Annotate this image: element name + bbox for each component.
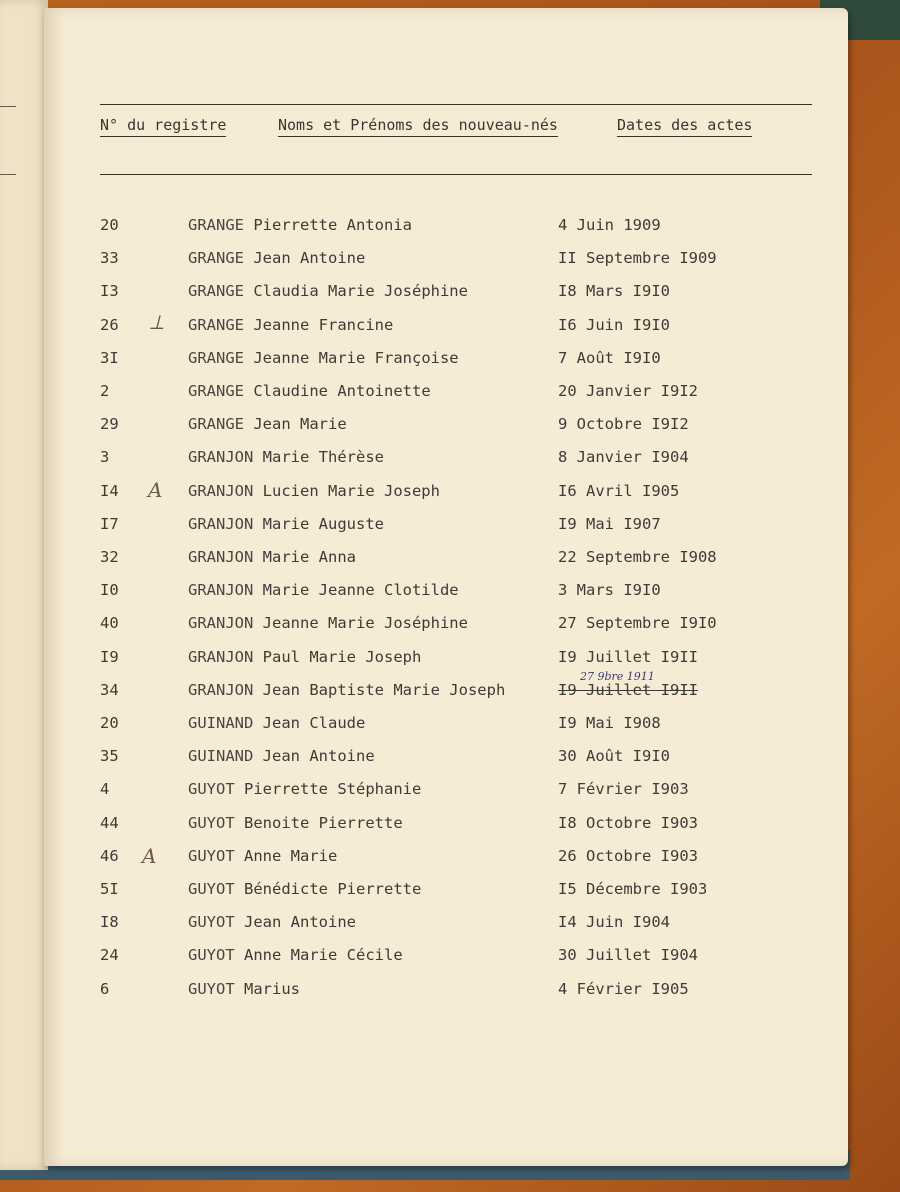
act-date: I8 Octobre I903 [558, 813, 698, 832]
newborn-name [188, 946, 403, 964]
act-date: II Septembre I909 [558, 249, 717, 268]
given-names: Jeanne Marie Françoise [253, 348, 459, 367]
surname: GRANJON [188, 680, 254, 699]
surname: GUYOT [188, 946, 235, 965]
newborn-name [188, 714, 365, 732]
register-number: 33 [100, 249, 119, 268]
margin-mark-a: A [148, 478, 163, 502]
newborn-name [188, 482, 440, 500]
act-date: 7 Février I903 [558, 780, 689, 799]
surname: GRANJON [188, 548, 254, 566]
surname: GRANGE [188, 216, 244, 234]
newborn-name [188, 614, 468, 632]
newborn-name [188, 980, 300, 998]
given-names: Anne Marie [244, 846, 338, 865]
register-number: 20 [100, 216, 119, 234]
newborn-name [188, 648, 421, 666]
given-names: Jean Marie [253, 415, 347, 434]
margin-mark: ⟂ [150, 310, 164, 334]
given-names: Marie Auguste [262, 514, 384, 533]
surname: GUYOT [188, 813, 235, 832]
newborn-name [188, 581, 459, 599]
surname: GRANGE [188, 315, 244, 334]
newborn-name [188, 847, 337, 865]
register-number: 46 [100, 846, 119, 865]
register-number: 2 [100, 382, 110, 400]
act-date: I9 Juillet I9II [558, 647, 698, 666]
newborn-name [188, 814, 403, 832]
register-number: 40 [100, 614, 119, 633]
newborn-name [188, 681, 505, 699]
act-date: 20 Janvier I9I2 [558, 382, 698, 400]
register-number: I4 [100, 481, 119, 500]
act-date: 26 Octobre I903 [558, 846, 698, 865]
given-names: Pierrette Stéphanie [244, 780, 422, 799]
act-date: I9 Mai I907 [558, 514, 661, 533]
register-number: 44 [100, 813, 119, 832]
register-number: 5I [100, 880, 119, 898]
surname: GUYOT [188, 913, 235, 932]
newborn-name [188, 913, 356, 931]
register-number: 32 [100, 548, 119, 566]
surname: GUYOT [188, 979, 235, 998]
surname: GUINAND [188, 714, 254, 732]
newborn-name [188, 349, 459, 367]
act-date: I6 Avril I905 [558, 481, 680, 500]
register-number: I9 [100, 647, 119, 666]
act-date: 4 Juin 1909 [558, 216, 661, 234]
newborn-name [188, 448, 384, 466]
given-names: Marie Anna [262, 548, 356, 566]
left-page-rule [0, 106, 16, 107]
given-names: Jeanne Francine [253, 315, 394, 334]
surname: GUYOT [188, 780, 235, 799]
register-number: I0 [100, 581, 119, 600]
given-names: Jean Antoine [253, 249, 366, 268]
surname: GRANJON [188, 514, 254, 533]
surname: GRANGE [188, 249, 244, 268]
given-names: Claudine Antoinette [253, 382, 431, 400]
register-number: 20 [100, 714, 119, 732]
newborn-name [188, 747, 375, 765]
surname: GRANJON [188, 581, 254, 600]
newborn-name [188, 548, 356, 566]
act-date: I4 Juin I904 [558, 913, 670, 932]
header-names: Noms et Prénoms des nouveau-nés [278, 116, 558, 137]
surname: GRANGE [188, 282, 244, 301]
register-number: 35 [100, 747, 119, 766]
given-names: Claudia Marie Joséphine [253, 282, 468, 301]
newborn-name [188, 316, 393, 334]
given-names: Jeanne Marie Joséphine [262, 614, 468, 633]
act-date: 27 Septembre I9I0 [558, 614, 717, 633]
given-names: Pierrette Antonia [253, 216, 412, 234]
given-names: Marius [244, 979, 301, 998]
act-date: 3 Mars I9I0 [558, 581, 661, 600]
surname: GUYOT [188, 880, 235, 898]
act-date: I8 Mars I9I0 [558, 282, 670, 301]
newborn-name [188, 880, 421, 898]
margin-mark-a: A [142, 844, 157, 868]
given-names: Jean Claude [262, 714, 366, 732]
act-date: 8 Janvier I904 [558, 448, 689, 467]
register-number: I7 [100, 514, 119, 533]
newborn-name [188, 415, 347, 433]
header-register-number: N° du registre [100, 116, 226, 137]
register-number: 3I [100, 348, 119, 367]
register-number: 26 [100, 315, 119, 334]
act-date: I5 Décembre I903 [558, 880, 708, 898]
newborn-name [188, 382, 431, 400]
given-names: Jean Antoine [262, 747, 375, 766]
newborn-name [188, 282, 468, 300]
left-page [0, 0, 48, 1170]
header-dates: Dates des actes [617, 116, 752, 137]
surname: GRANJON [188, 448, 254, 467]
register-number: 6 [100, 979, 110, 998]
given-names: Lucien Marie Joseph [262, 481, 440, 500]
register-number: 3 [100, 448, 110, 467]
surname: GRANGE [188, 348, 244, 367]
act-date: 30 Août I9I0 [558, 747, 670, 766]
surname: GRANJON [188, 614, 254, 633]
surname: GRANJON [188, 647, 254, 666]
act-date: I9 Juillet I9II [558, 680, 698, 699]
given-names: Bénédicte Pierrette [244, 880, 422, 898]
register-number: I8 [100, 913, 119, 932]
act-date: 9 Octobre I9I2 [558, 415, 689, 434]
surname: GUYOT [188, 846, 235, 865]
register-number: 34 [100, 680, 119, 699]
given-names: Benoite Pierrette [244, 813, 403, 832]
handwritten-correction: 27 9bre 1911 [580, 670, 655, 683]
left-page-rule [0, 174, 16, 175]
surname: GRANGE [188, 382, 244, 400]
register-number: 29 [100, 415, 119, 434]
act-date: 30 Juillet I904 [558, 946, 698, 965]
given-names: Marie Jeanne Clotilde [262, 581, 459, 600]
newborn-name [188, 216, 412, 234]
act-date: 7 Août I9I0 [558, 348, 661, 367]
surname: GRANGE [188, 415, 244, 434]
given-names: Anne Marie Cécile [244, 946, 403, 965]
register-number: 24 [100, 946, 119, 965]
register-number: I3 [100, 282, 119, 301]
register-page [44, 8, 848, 1166]
act-date: I9 Mai I908 [558, 714, 661, 732]
act-date: 4 Février I905 [558, 979, 689, 998]
surname: GRANJON [188, 481, 254, 500]
newborn-name [188, 249, 365, 267]
register-number: 4 [100, 780, 110, 799]
given-names: Marie Thérèse [262, 448, 384, 467]
newborn-name [188, 515, 384, 533]
act-date: I6 Juin I9I0 [558, 315, 670, 334]
header-top-rule [100, 104, 812, 105]
header-bottom-rule [100, 174, 812, 175]
newborn-name [188, 780, 421, 798]
given-names: Paul Marie Joseph [262, 647, 422, 666]
act-date: 22 Septembre I908 [558, 548, 717, 566]
given-names: Jean Baptiste Marie Joseph [262, 680, 506, 699]
given-names: Jean Antoine [244, 913, 356, 932]
surname: GUINAND [188, 747, 254, 766]
